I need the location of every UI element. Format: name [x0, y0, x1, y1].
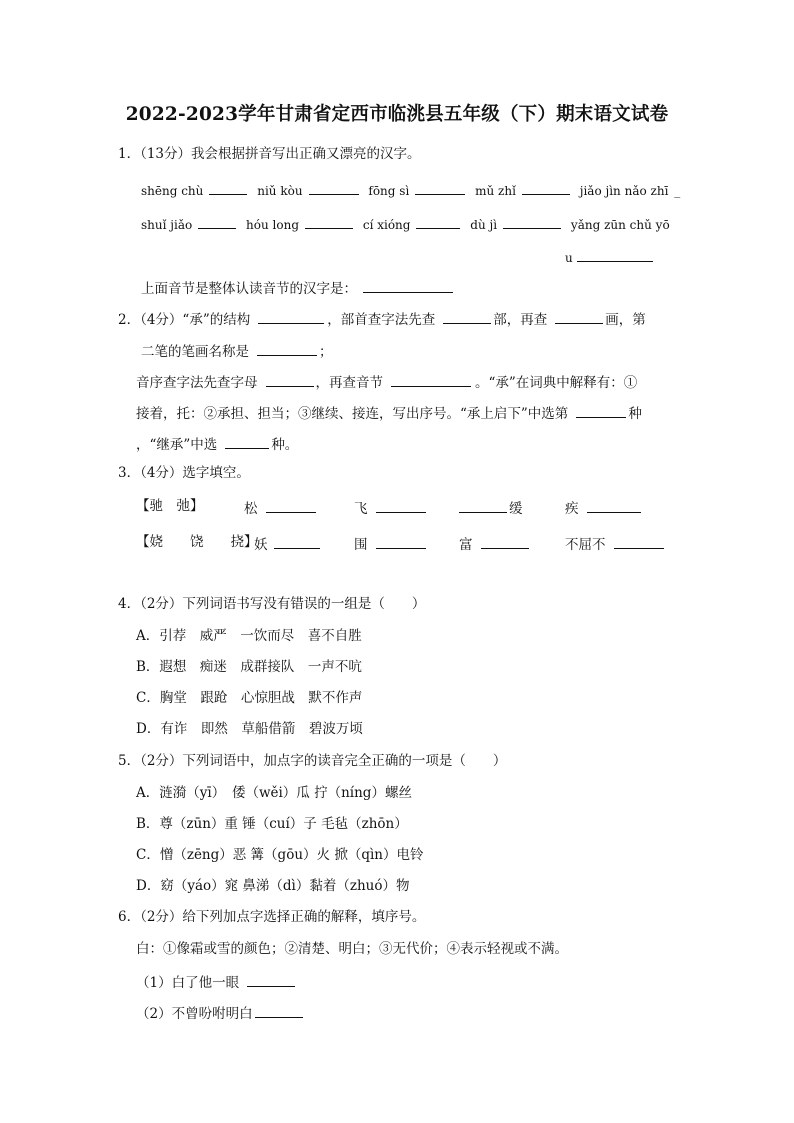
- q3-item: 飞: [354, 500, 426, 517]
- pinyin-item: mǔ zhǐ: [475, 184, 516, 198]
- answer-blank[interactable]: [363, 280, 453, 293]
- answer-blank[interactable]: [376, 536, 426, 549]
- pinyin-item: u: [565, 251, 573, 265]
- answer-blank[interactable]: [522, 182, 570, 195]
- q3-item: 富: [459, 536, 529, 553]
- answer-blank[interactable]: [391, 374, 471, 387]
- answer-blank[interactable]: [309, 182, 359, 195]
- q3-stem: 3．（4分）选字填空。: [118, 465, 250, 481]
- q2-line2: 二笔的笔画名称是 ；: [141, 344, 333, 360]
- answer-blank[interactable]: [257, 343, 317, 356]
- q5-option-b[interactable]: B．尊（zūn）重 锤（cuí）子 毛毡（zhōn）: [136, 816, 408, 832]
- answer-blank[interactable]: [415, 182, 465, 195]
- q1-row2-continued: [565, 249, 653, 264]
- answer-blank[interactable]: [459, 500, 507, 513]
- q4-option-c[interactable]: C．胸堂 跟跄 心惊胆战 默不作声: [136, 690, 363, 706]
- q6-item-1: （1）白了他一眼: [136, 974, 295, 991]
- pinyin-item: yǎng zūn chǔ yō: [570, 218, 670, 232]
- q5-stem: 5．（2分）下列词语中，加点字的读音完全正确的一项是（ ）: [118, 753, 507, 769]
- pinyin-item: hóu long: [246, 218, 300, 232]
- q3-item: 松: [244, 500, 316, 517]
- answer-blank[interactable]: [587, 500, 641, 513]
- pinyin-item: niǔ kòu: [257, 184, 303, 198]
- q1-row2: [141, 216, 670, 231]
- answer-blank[interactable]: [614, 536, 664, 549]
- pinyin-item: shēng chù: [141, 184, 204, 198]
- answer-blank[interactable]: [443, 311, 491, 324]
- q2-line5: ，“继承”中选 种。: [136, 437, 299, 453]
- answer-blank[interactable]: [266, 500, 316, 513]
- answer-blank[interactable]: [225, 436, 269, 449]
- answer-blank[interactable]: [198, 216, 236, 229]
- q5-option-a[interactable]: A．涟漪（yī） 倭（wěi）瓜 拧（níng）螺丝: [136, 785, 412, 801]
- q4-stem: 4．（2分）下列词语书写没有错误的一组是（ ）: [118, 596, 426, 612]
- q2-line3: 音序查字法先查字母 ，再查音节 。“承”在词典中解释有：①: [136, 375, 638, 391]
- answer-blank[interactable]: [376, 500, 426, 513]
- q3-item: 围: [354, 536, 426, 553]
- q2-line4: 接着，托：②承担、担当；③继续、接连，写出序号。“承上启下”中选第 种: [136, 406, 642, 422]
- q3-item: 缓: [459, 500, 523, 517]
- q2-line1: 2．（4分）“承”的结构 ，部首查字法先查 部，再查 画，第: [118, 312, 646, 328]
- pinyin-item: cí xióng: [362, 218, 411, 232]
- q1-stem: 1．（13分）我会根据拼音写出正确又漂亮的汉字。: [118, 146, 421, 162]
- q3-group1-label: 【驰 弛】: [136, 498, 204, 514]
- answer-blank[interactable]: [577, 249, 653, 262]
- q6-item-2: （2）不曾吩咐明白: [136, 1005, 303, 1022]
- answer-blank[interactable]: [503, 216, 561, 229]
- pinyin-item: fōng sì: [368, 184, 410, 198]
- trailing-blank: _: [674, 184, 681, 198]
- q1-note: 上面音节是整体认读音节的汉字是：: [141, 280, 453, 297]
- pinyin-item: shuǐ jiǎo: [141, 218, 193, 232]
- q3-item: 不屈不: [565, 536, 664, 553]
- answer-blank[interactable]: [209, 182, 247, 195]
- q3-group2-label: 【娆 饶 挠】: [136, 534, 258, 550]
- answer-blank[interactable]: [255, 1005, 303, 1018]
- q6-definition: 白：①像霜或雪的颜色；②清楚、明白；③无代价；④表示轻视或不满。: [136, 941, 568, 957]
- q3-item: 疾: [565, 500, 641, 517]
- q4-option-d[interactable]: D．有诈 即然 草船借箭 碧波万顷: [136, 721, 363, 737]
- q6-stem: 6．（2分）给下列加点字选择正确的解释，填序号。: [118, 909, 426, 925]
- answer-blank[interactable]: [305, 216, 353, 229]
- q4-option-a[interactable]: A．引荐 威严 一饮而尽 喜不自胜: [136, 628, 362, 644]
- q5-option-c[interactable]: C．憎（zēng）恶 篝（gōu）火 掀（qìn）电铃: [136, 847, 424, 863]
- q3-item: 妖: [254, 536, 320, 553]
- answer-blank[interactable]: [258, 311, 324, 324]
- answer-blank[interactable]: [555, 311, 603, 324]
- answer-blank[interactable]: [266, 374, 314, 387]
- answer-blank[interactable]: [416, 216, 460, 229]
- q1-row1: [141, 182, 680, 197]
- q5-option-d[interactable]: D．窈（yáo）窕 鼻涕（dì）黏着（zhuó）物: [136, 878, 410, 894]
- answer-blank[interactable]: [247, 974, 295, 987]
- answer-blank[interactable]: [274, 536, 320, 549]
- answer-blank[interactable]: [481, 536, 529, 549]
- pinyin-item: dù jì: [470, 218, 498, 232]
- answer-blank[interactable]: [576, 405, 626, 418]
- q4-option-b[interactable]: B．遐想 痴迷 成群接队 一声不吭: [136, 659, 362, 675]
- page-title: 2022-2023学年甘肃省定西市临洮县五年级（下）期末语文试卷: [125, 104, 669, 125]
- pinyin-item: jiǎo jìn nǎo zhī: [579, 184, 669, 198]
